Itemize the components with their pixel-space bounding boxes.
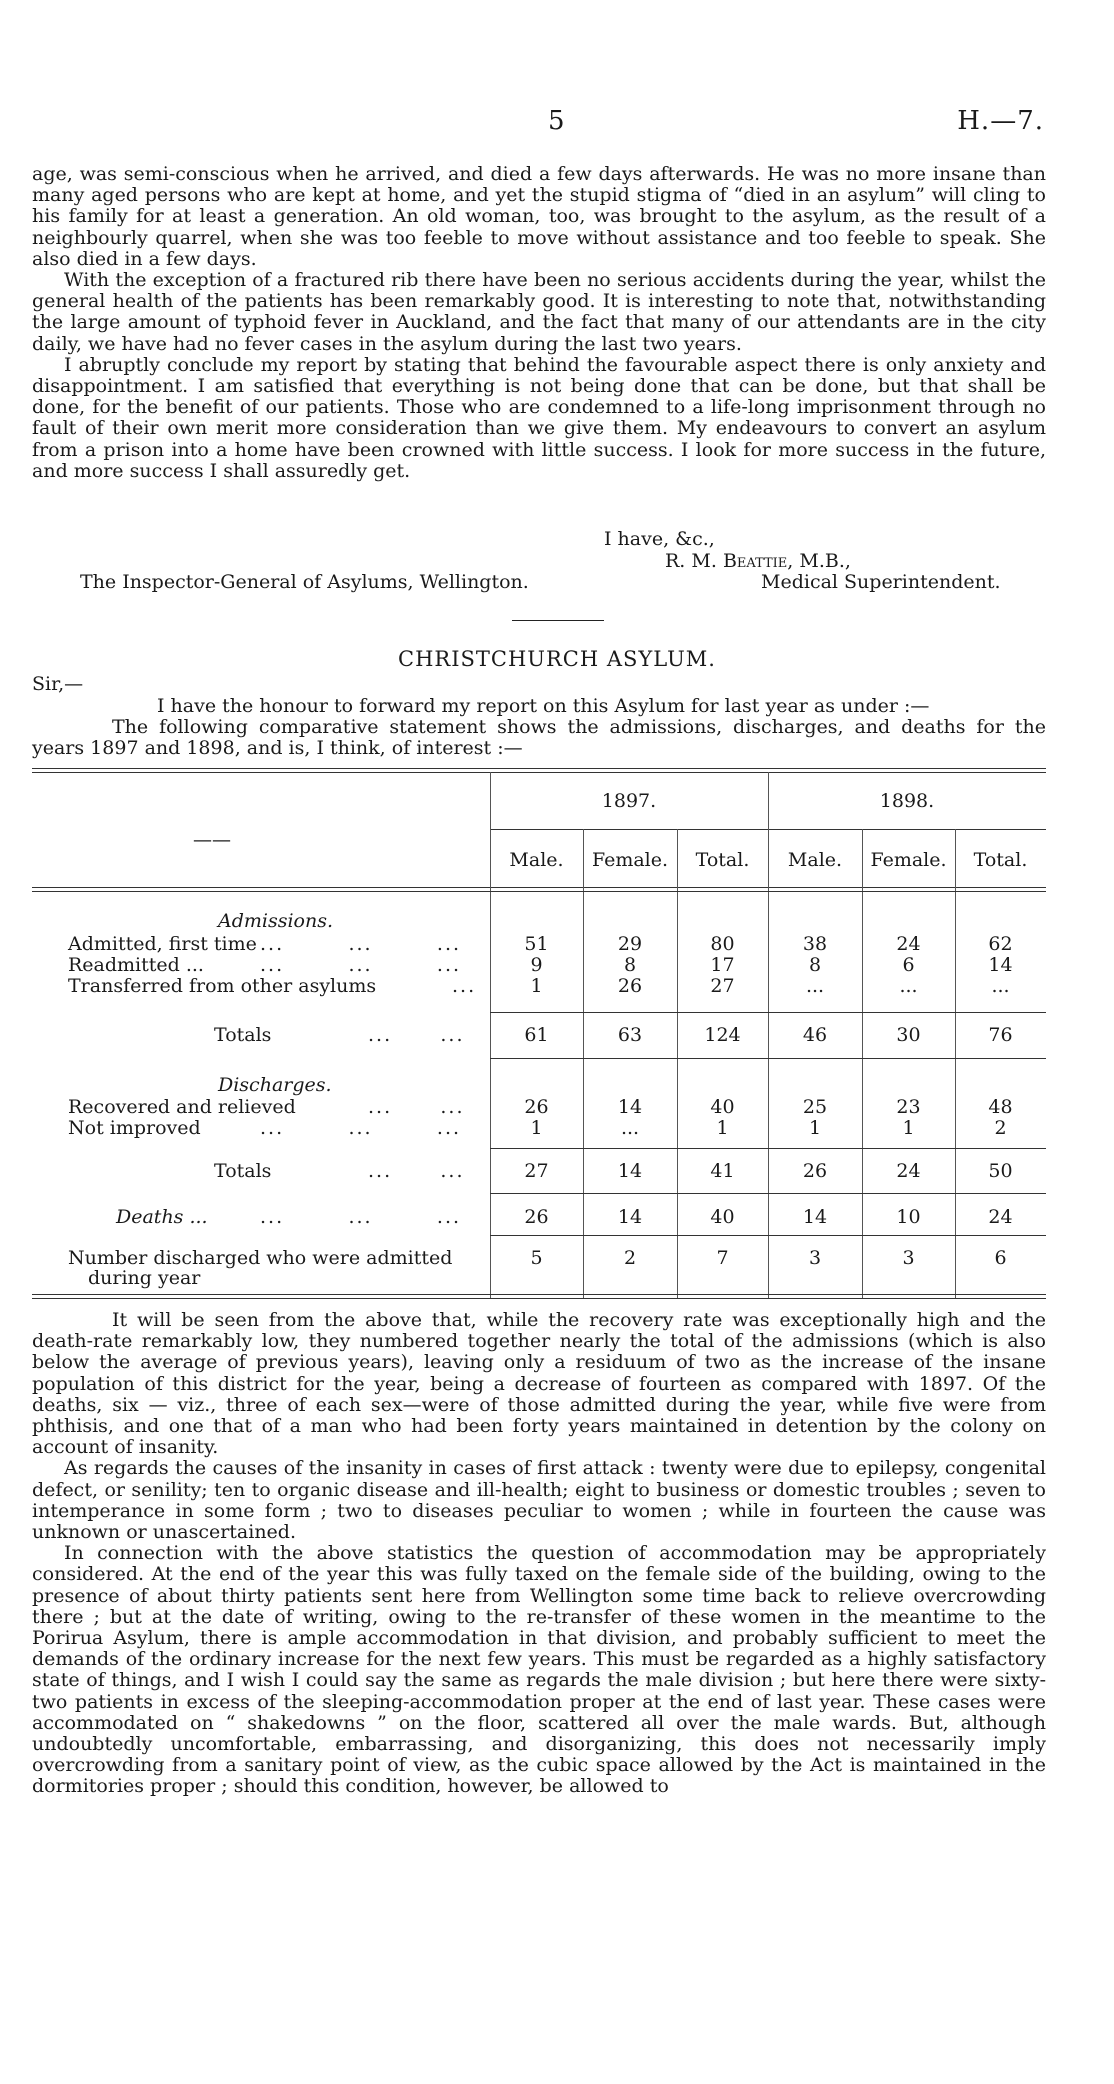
- table-cell: ...: [991, 975, 1010, 997]
- leader-dots: ... ...: [368, 1160, 465, 1182]
- table-cell: 124: [704, 1024, 741, 1046]
- row-label: Transferred from other asylums: [68, 975, 377, 997]
- row-label-totals: Totals: [214, 1160, 272, 1182]
- addressee: The Inspector-General of Asylums, Wellington.: [80, 571, 529, 593]
- paragraph: With the exception of a fractured rib there have been no serious accidents during the year, whilst the general health of the patients has been remarkably good. It is interesting to note that, notwithstanding the large amount of typhoid fever in Auckland, and the fact that many of our attendants are in the city daily, we have had no fever cases in the asylum during the last two years.: [32, 269, 1046, 355]
- paragraph: In connection with the above statistics the question of accommodation may be appropriately considered. At the end of the year this was fully taxed on the female side of the building, owing to the presence of about thirty patients sent here from Wellington some time back to relieve overcrowding there ; but at the date of writing, owing to the re-transfer of these women in the meantime to the Porirua Asylum, there is ample accommodation in that division, and probably sufficient to meet the demands of the ordinary increase for the next few years. This must be regarded as a highly satisfactory state of things, and I wish I could say the same as regards the male division ; but here there were sixty-two patients in excess of the sleeping-accommodation proper at the end of last year. These cases were accommodated on “ shakedowns ” on the floor, scattered all over the male wards. But, although undoubtedly uncomfortable, embarrassing, and disorganizing, this does not necessarily imply overcrowding from a sanitary point of view, as the cubic space allowed by the Act is maintained in the dormitories proper ; should this condition, however, be allowed to: [32, 1542, 1046, 1798]
- section-divider: [512, 620, 604, 621]
- row-label: Recovered and relieved: [68, 1096, 296, 1118]
- body-text: [32, 1310, 1046, 1798]
- table-top-rule: [32, 768, 1046, 769]
- leader-dots: ... ... ...: [260, 1117, 462, 1139]
- table-cell: 17: [710, 954, 735, 976]
- column-header: Female.: [591, 849, 669, 871]
- table-cell: 8: [808, 954, 822, 976]
- table-intro: The following comparative statement shows the admissions, discharges, and deaths for the years 1897 and 1898, and is, I think, of interest :—: [32, 716, 1046, 760]
- column-header: Total.: [695, 849, 750, 871]
- row-label-totals: Totals: [214, 1024, 272, 1046]
- signatory-surname: Beattie: [722, 550, 788, 572]
- table-cell: 61: [524, 1024, 549, 1046]
- table-cell: 63: [617, 1024, 643, 1046]
- column-header: Male.: [787, 849, 843, 871]
- table-cell: 80: [710, 933, 735, 955]
- table-cell: 6: [902, 954, 915, 976]
- row-label: Not improved: [68, 1117, 201, 1139]
- group-label-discharges: Discharges.: [218, 1074, 332, 1096]
- table-cell: 24: [896, 1160, 921, 1182]
- table-cell: 27: [710, 975, 735, 997]
- table-cell: 5: [530, 1247, 543, 1269]
- table-cell: 1: [530, 975, 543, 997]
- table-cell: 14: [802, 1206, 828, 1228]
- table-cell: 24: [896, 933, 921, 955]
- subtotal-rule: [490, 1148, 1046, 1149]
- table-cell: ...: [620, 1117, 640, 1139]
- table-cell: 51: [524, 933, 549, 955]
- signatory-initials: R. M.: [665, 550, 717, 572]
- table-cell: 26: [617, 975, 643, 997]
- signatory-degree: , M.B.,: [787, 550, 851, 572]
- leader-dots: ... ... ...: [260, 954, 462, 976]
- table-cell: 23: [896, 1096, 921, 1118]
- table-bottom-rule: [32, 1294, 1046, 1295]
- paragraph: It will be seen from the above that, while the recovery rate was exceptionally high and the death-rate remarkably low, they numbered together nearly the total of the admissions (which is also below the average of previous years), leaving only a residuum of two as the increase of the insane population of this district for the year, being a decrease of fourteen as compared with 1897. Of the deaths, six — viz., three of each sex—were of those admitted during the year, while five were from phthisis, and one that of a man who had been forty years maintained in detention by the colony on account of insanity.: [32, 1309, 1046, 1459]
- table-cell: 26: [524, 1096, 549, 1118]
- paragraph: age, was semi-conscious when he arrived, and died a few days afterwards. He was no more insane than many aged persons who are kept at home, and yet the stupid stigma of “died in an asylum” will cling to his family for at least a generation. An old woman, too, was brought to the asylum, as the result of a neighbourly quarrel, when she was too feeble to move without assistance and too feeble to speak. She also died in a few days.: [32, 163, 1046, 270]
- table-cell: 14: [617, 1096, 643, 1118]
- group-label-admissions: Admissions.: [218, 910, 334, 932]
- stub-header: ——: [193, 829, 231, 851]
- paragraph: As regards the causes of the insanity in cases of first attack : twenty were due to epilepsy, congenital defect, or senility; ten to organic disease and ill-health; eight to business or domestic troubles ; seven to intemperance in some form ; two to diseases peculiar to women ; while in fourteen the cause was unknown or unascertained.: [32, 1457, 1046, 1544]
- table-cell: 14: [988, 954, 1013, 976]
- document-code: H.—7.: [957, 106, 1044, 136]
- table-cell: 40: [710, 1206, 735, 1228]
- subtotal-rule: [490, 1193, 1046, 1194]
- table-cell: 2: [994, 1117, 1007, 1139]
- subtotal-rule: [490, 1058, 1046, 1059]
- table-cell: 1: [530, 1117, 543, 1139]
- page-number: 5: [548, 106, 565, 136]
- leader-dots: ... ...: [368, 1024, 465, 1046]
- closing: I have, &c.,: [604, 528, 715, 550]
- table-cell: 41: [710, 1160, 735, 1182]
- year-header: 1898.: [879, 790, 935, 812]
- statistics-table: [32, 768, 1046, 1298]
- table-cell: ...: [899, 975, 918, 997]
- table-cell: 10: [896, 1206, 921, 1228]
- opening-line: I have the honour to forward my report on this Asylum for last year as under :—: [157, 695, 930, 717]
- table-cell: 14: [617, 1160, 643, 1182]
- table-cell: 26: [802, 1160, 828, 1182]
- table-cell: 30: [896, 1024, 921, 1046]
- row-label: Readmitted ...: [68, 954, 204, 976]
- table-cell: 50: [988, 1160, 1013, 1182]
- table-cell: 8: [623, 954, 637, 976]
- table-cell: 26: [524, 1206, 549, 1228]
- intro-text: [32, 164, 1046, 482]
- header-rule: [32, 891, 1046, 892]
- table-cell: 62: [988, 933, 1013, 955]
- table-cell: 25: [802, 1096, 828, 1118]
- table-cell: 48: [988, 1096, 1013, 1118]
- table-cell: 1: [902, 1117, 915, 1139]
- row-label: Number discharged who were admitted: [68, 1247, 453, 1269]
- column-header: Male.: [509, 849, 564, 871]
- table-cell: 3: [808, 1247, 822, 1269]
- signatory-title: Medical Superintendent.: [761, 571, 1001, 593]
- section-title: CHRISTCHURCH ASYLUM.: [398, 647, 716, 671]
- table-cell: 14: [617, 1206, 643, 1228]
- table-cell: 40: [710, 1096, 735, 1118]
- table-cell: 76: [988, 1024, 1013, 1046]
- table-cell: 7: [716, 1247, 729, 1269]
- leader-dots: ...: [452, 975, 477, 997]
- subtotal-rule: [490, 1235, 1046, 1236]
- row-label: Admitted, first time: [68, 933, 257, 955]
- leader-dots: ... ... ...: [260, 933, 462, 955]
- table-top-rule: [32, 772, 1046, 773]
- leader-dots: ... ... ...: [260, 1206, 462, 1228]
- table-cell: 9: [530, 954, 543, 976]
- table-cell: 6: [994, 1247, 1007, 1269]
- column-header: Female.: [870, 849, 947, 871]
- table-cell: ...: [805, 975, 825, 997]
- table-cell: 27: [524, 1160, 549, 1182]
- year-header: 1897.: [601, 790, 657, 812]
- table-cell: 46: [802, 1024, 828, 1046]
- salutation: Sir,—: [32, 673, 84, 695]
- signatory-name: [665, 550, 851, 572]
- table-cell: 3: [902, 1247, 915, 1269]
- table-bottom-rule: [32, 1298, 1046, 1299]
- subtotal-rule: [490, 1012, 1046, 1013]
- section-intro: [32, 696, 1046, 760]
- table-cell: 29: [617, 933, 643, 955]
- column-header: Total.: [973, 849, 1028, 871]
- table-cell: 1: [808, 1117, 822, 1139]
- table-cell: 24: [988, 1206, 1013, 1228]
- row-label-continued: during year: [88, 1267, 201, 1289]
- table-cell: 38: [802, 933, 828, 955]
- leader-dots: ... ...: [368, 1096, 465, 1118]
- row-label-deaths: Deaths ...: [116, 1206, 208, 1228]
- paragraph: I abruptly conclude my report by stating that behind the favourable aspect there is only anxiety and disappointment. I am satisfied that everything is not being done that can be done, but that shall be done, for the benefit of our patients. Those who are condemned to a life-long imprisonment through no fault of their own merit more consideration than we give them. My endeavours to convert an asylum from a prison into a home have been crowned with little success. I look for more success in the future, and more success I shall assuredly get.: [32, 353, 1046, 482]
- table-cell: 2: [623, 1247, 637, 1269]
- header-rule: [32, 887, 1046, 888]
- table-cell: 1: [716, 1117, 729, 1139]
